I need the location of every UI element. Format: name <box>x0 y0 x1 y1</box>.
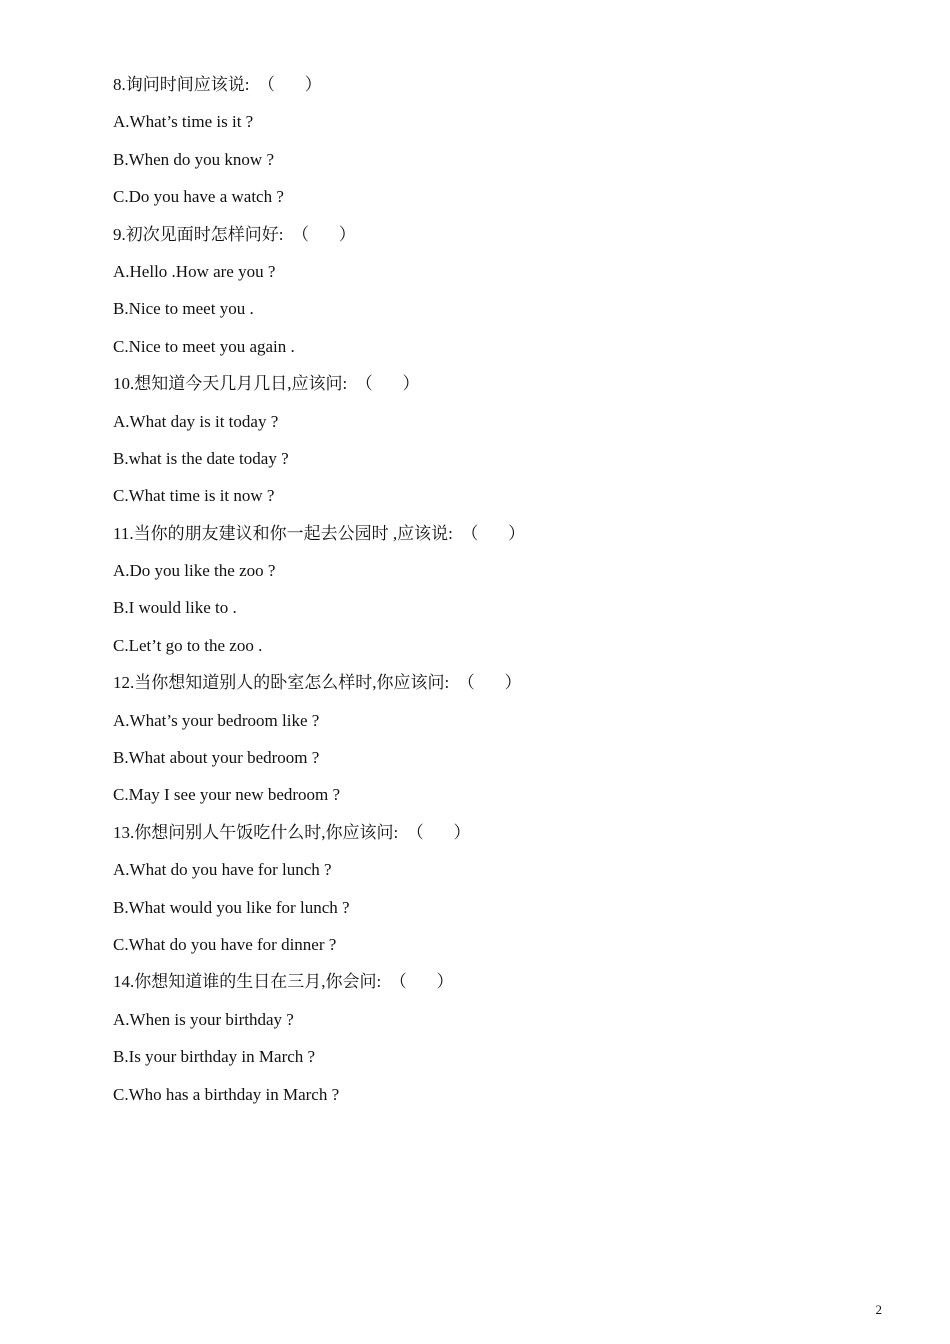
page-number: 2 <box>875 1302 882 1317</box>
option-a: A.Do you like the zoo ? <box>113 561 276 581</box>
option-c: C.What time is it now ? <box>113 486 275 506</box>
question-prompt: 11.当你的朋友建议和你一起去公园时 ,应该说: （ ） <box>113 523 526 543</box>
question-9 <box>113 220 873 370</box>
option-a: A.When is your birthday ? <box>113 1009 294 1029</box>
option-c: C.May I see your new bedroom ? <box>113 785 341 805</box>
option-b: B.When do you know ? <box>113 149 275 169</box>
option-c: C.Let’t go to the zoo . <box>113 635 263 655</box>
question-prompt: 9.初次见面时怎样问好: （ ） <box>113 224 356 244</box>
option-c: C.Nice to meet you again . <box>113 336 295 356</box>
question-prompt: 10.想知道今天几月几日,应该问: （ ） <box>113 374 420 394</box>
option-a: A.Hello .How are you ? <box>113 261 276 281</box>
option-a: A.What’s time is it ? <box>113 112 254 132</box>
question-list <box>113 70 873 1117</box>
question-8 <box>113 70 873 220</box>
question-12 <box>113 668 873 818</box>
option-b: B.what is the date today ? <box>113 448 289 468</box>
question-14 <box>113 967 873 1117</box>
option-a: A.What’s your bedroom like ? <box>113 710 320 730</box>
option-a: A.What day is it today ? <box>113 411 279 431</box>
question-prompt: 12.当你想知道别人的卧室怎么样时,你应该问: （ ） <box>113 673 522 693</box>
option-c: C.Who has a birthday in March ? <box>113 1084 340 1104</box>
option-b: B.I would like to . <box>113 598 237 618</box>
question-prompt: 8.询问时间应该说: （ ） <box>113 75 322 94</box>
option-c: C.What do you have for dinner ? <box>113 934 337 954</box>
option-b: B.What would you like for lunch ? <box>113 897 350 917</box>
option-a: A.What do you have for lunch ? <box>113 860 332 880</box>
question-prompt: 13.你想问别人午饭吃什么时,你应该问: （ ） <box>113 822 471 842</box>
option-b: B.What about your bedroom ? <box>113 748 320 768</box>
question-11 <box>113 519 873 669</box>
option-b: B.Is your birthday in March ? <box>113 1047 316 1067</box>
question-13 <box>113 818 873 968</box>
option-c: C.Do you have a watch ? <box>113 187 284 207</box>
question-prompt: 14.你想知道谁的生日在三月,你会问: （ ） <box>113 972 454 992</box>
option-b: B.Nice to meet you . <box>113 299 254 319</box>
question-10 <box>113 369 873 519</box>
